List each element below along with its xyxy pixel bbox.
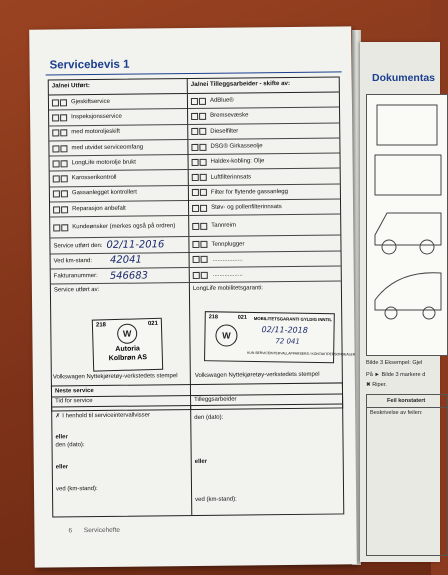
checkbox-icon <box>192 241 199 248</box>
longlife-row <box>190 282 341 295</box>
checkbox-icon <box>52 145 59 152</box>
extra-work-item <box>189 200 340 217</box>
extra-work-item <box>188 123 339 140</box>
checkbox-icon <box>60 130 67 137</box>
extra-work-item <box>188 108 339 125</box>
extra-work-item <box>189 169 340 186</box>
checklist-item-label: Gjeskiftservice <box>70 98 110 105</box>
checkbox-icon <box>192 174 199 181</box>
km-row <box>51 253 189 270</box>
extra-work-item <box>189 215 340 238</box>
checkbox-icon <box>200 189 207 196</box>
fault-table <box>366 394 448 556</box>
right-blank-row: .................. <box>190 266 341 283</box>
extra-km-label: ved (km-stand): <box>195 496 237 503</box>
figure-instruction: På ► Bilde 3 markere d <box>366 372 426 378</box>
checkbox-icon <box>200 223 207 230</box>
checklist-item-label: med utvidet serviceomfang <box>71 144 144 151</box>
checklist-item-label: med motoroljeskift <box>71 128 120 136</box>
extra-work-header: Tilleggsarbeider <box>194 396 237 403</box>
left-page <box>29 26 357 567</box>
checkbox-icon <box>199 113 206 120</box>
checkbox-icon <box>191 113 198 120</box>
extra-date-label: den (dato): <box>194 414 224 421</box>
extra-work-item <box>188 138 339 155</box>
checkbox-icon <box>192 189 199 196</box>
checkbox-icon <box>200 241 207 248</box>
checklist-item-label: Kundeønsker (merkes også på ordren) <box>72 223 176 231</box>
vehicle-diagram-svg <box>367 95 447 355</box>
extra-work-item <box>189 184 340 201</box>
checkbox-icon <box>192 159 199 166</box>
checkbox-icon <box>191 98 198 105</box>
checkbox-icon <box>192 205 199 212</box>
next-date-label: den (dato): <box>55 442 85 449</box>
or-label-1: eller <box>55 434 68 441</box>
checklist-item-label: Karosserikontroll <box>71 174 117 182</box>
dealer-stamp <box>92 318 163 372</box>
right-page <box>360 42 440 562</box>
mobility-stamp <box>204 311 356 363</box>
checklist-item-label: LongLife motorolje brukt <box>71 159 136 167</box>
right-blank-row: .................. <box>190 251 341 268</box>
service-checklist-item <box>50 155 188 172</box>
checkbox-icon <box>191 128 198 135</box>
km-value: 42041 <box>109 254 142 267</box>
next-service-section <box>51 382 344 517</box>
dealer-name-line2: Kolbrøn AS <box>108 354 148 363</box>
mobility-num-b: 021 <box>237 314 247 321</box>
extra-work-label: Tennplugger <box>211 240 245 248</box>
scratch-legend: ✖ Riper. <box>366 382 387 388</box>
service-checklist-item <box>49 125 187 142</box>
checkbox-icon <box>200 174 207 181</box>
stamp-num-b: 021 <box>147 320 159 328</box>
checkbox-icon <box>199 128 206 135</box>
page-footer <box>68 527 120 535</box>
checkbox-icon <box>191 143 198 150</box>
interval-row <box>55 411 150 419</box>
mobility-guarantee-line: MOBILITETSGARANTI GYLDIG INNTIL <box>253 315 333 323</box>
stamp-caption-right: Volkswagen Nyttekjøretøy-verkstedets stempel <box>194 371 320 379</box>
checkbox-icon <box>53 191 60 198</box>
extra-work-item <box>189 154 340 171</box>
next-service-header: Neste service <box>54 388 94 395</box>
checkbox-icon <box>61 191 68 198</box>
extra-work-label: Filter for flytende gassanlegg <box>210 188 288 196</box>
invoice-row <box>51 268 189 285</box>
extra-work-label: Haldex-kobling: Olje <box>210 158 265 166</box>
longlife-label: LongLife mobilitetsgaranti: <box>192 285 263 292</box>
checkbox-icon <box>53 224 60 231</box>
interval-text: I henhold til serviceintervallvisser <box>62 412 151 420</box>
invoice-label: Fakturanummer: <box>53 273 98 280</box>
footer-title: Servicehefte <box>83 526 121 535</box>
service-checklist-item <box>50 186 188 203</box>
extra-work-item <box>189 236 340 253</box>
fault-header: Feil konstatert <box>387 398 426 404</box>
checkbox-icon <box>61 224 68 231</box>
checkbox-icon <box>199 97 206 104</box>
extra-work-label: AdBlue® <box>209 97 234 104</box>
checkmark-icon: ✗ <box>55 413 61 420</box>
extra-work-label: Dieselfilter <box>210 128 239 135</box>
extra-work-label: Tannreim <box>211 222 236 230</box>
checkbox-icon <box>52 99 59 106</box>
checkbox-icon <box>200 205 207 212</box>
extra-or-label: eller <box>194 458 208 465</box>
checkbox-icon <box>52 130 59 137</box>
service-checklist-item <box>49 109 187 126</box>
service-date-value: 02/11-2016 <box>106 239 165 251</box>
figure-caption: Bilde 3 Eksempel: Gjel <box>366 360 423 366</box>
title-rule <box>46 71 342 75</box>
checkbox-icon <box>53 176 60 183</box>
invoice-value: 546683 <box>109 270 149 282</box>
service-checklist-item <box>49 94 187 111</box>
next-km-label: ved (km-stand): <box>55 486 98 493</box>
vehicle-diagram-panel <box>366 94 448 356</box>
right-column-header: Ja/nei Tilleggsarbeider - skifte av: <box>188 77 339 94</box>
dealer-name-line1: Autoria <box>115 345 140 354</box>
service-checklist-item <box>49 140 187 157</box>
mobility-date: 02/11-2018 <box>261 325 308 335</box>
next-service-for-label: Tid for service <box>55 398 93 405</box>
service-checklist-item <box>50 201 188 218</box>
checkbox-icon <box>199 143 206 150</box>
km-label: Ved km-stand: <box>53 257 93 265</box>
page-number: 6 <box>68 527 73 535</box>
checkbox-icon <box>192 223 199 230</box>
stamp-caption-left: Volkswagen Nyttekjøretøy-verkstedets stempel <box>52 373 178 381</box>
checklist-item-label: Gassanlegget kontrollert <box>71 190 137 197</box>
service-checklist-item <box>50 171 188 188</box>
service-date-row <box>50 237 188 254</box>
checklist-item-label: Reparasjon anbefalt <box>72 205 126 212</box>
left-column-header: Ja/nei Utført: <box>49 79 187 95</box>
checklist-item-label: Inspeksjonsservice <box>71 113 122 121</box>
service-checklist-item <box>50 216 188 238</box>
service-date-label: Service utført den: <box>53 242 103 249</box>
checkbox-icon <box>200 159 207 166</box>
checkbox-icon <box>53 206 60 213</box>
extra-work-label: Støv- og pollenfilterinnsats <box>211 204 282 212</box>
page-title: Servicebevis 1 <box>49 58 130 72</box>
checkbox-icon <box>53 160 60 167</box>
vw-logo-icon: W <box>215 324 237 346</box>
service-by-label: Service utført av: <box>53 286 100 294</box>
service-by-row <box>51 283 189 295</box>
checkbox-icon <box>61 160 68 167</box>
checkbox-icon <box>61 206 68 213</box>
extra-work-label: Bremsevæske <box>210 112 249 120</box>
mobility-note: KUN SERVICEINTERVALLAPPARSERS / KONTAKTPERSONDEALER <box>247 350 356 357</box>
checkbox-icon <box>60 145 67 152</box>
fault-description-label: Beskrivelse av feilen: <box>370 410 423 416</box>
extra-work-item <box>188 92 339 109</box>
mobility-km: 72 041 <box>275 337 300 346</box>
checkbox-icon <box>60 99 67 106</box>
stamp-num-a: 218 <box>95 322 107 329</box>
extra-work-label: Luftfilterinnsats <box>210 174 252 181</box>
or-label-2: eller <box>55 464 69 471</box>
checkbox-icon <box>61 175 68 182</box>
right-page-title: Dokumentas <box>372 72 436 84</box>
checkbox-icon <box>60 114 67 121</box>
vw-logo-icon: W <box>117 323 138 344</box>
checkbox-icon <box>52 114 59 121</box>
extra-work-label: DSG® Girkasseolje <box>210 143 263 150</box>
mobility-num-a: 218 <box>208 314 218 321</box>
